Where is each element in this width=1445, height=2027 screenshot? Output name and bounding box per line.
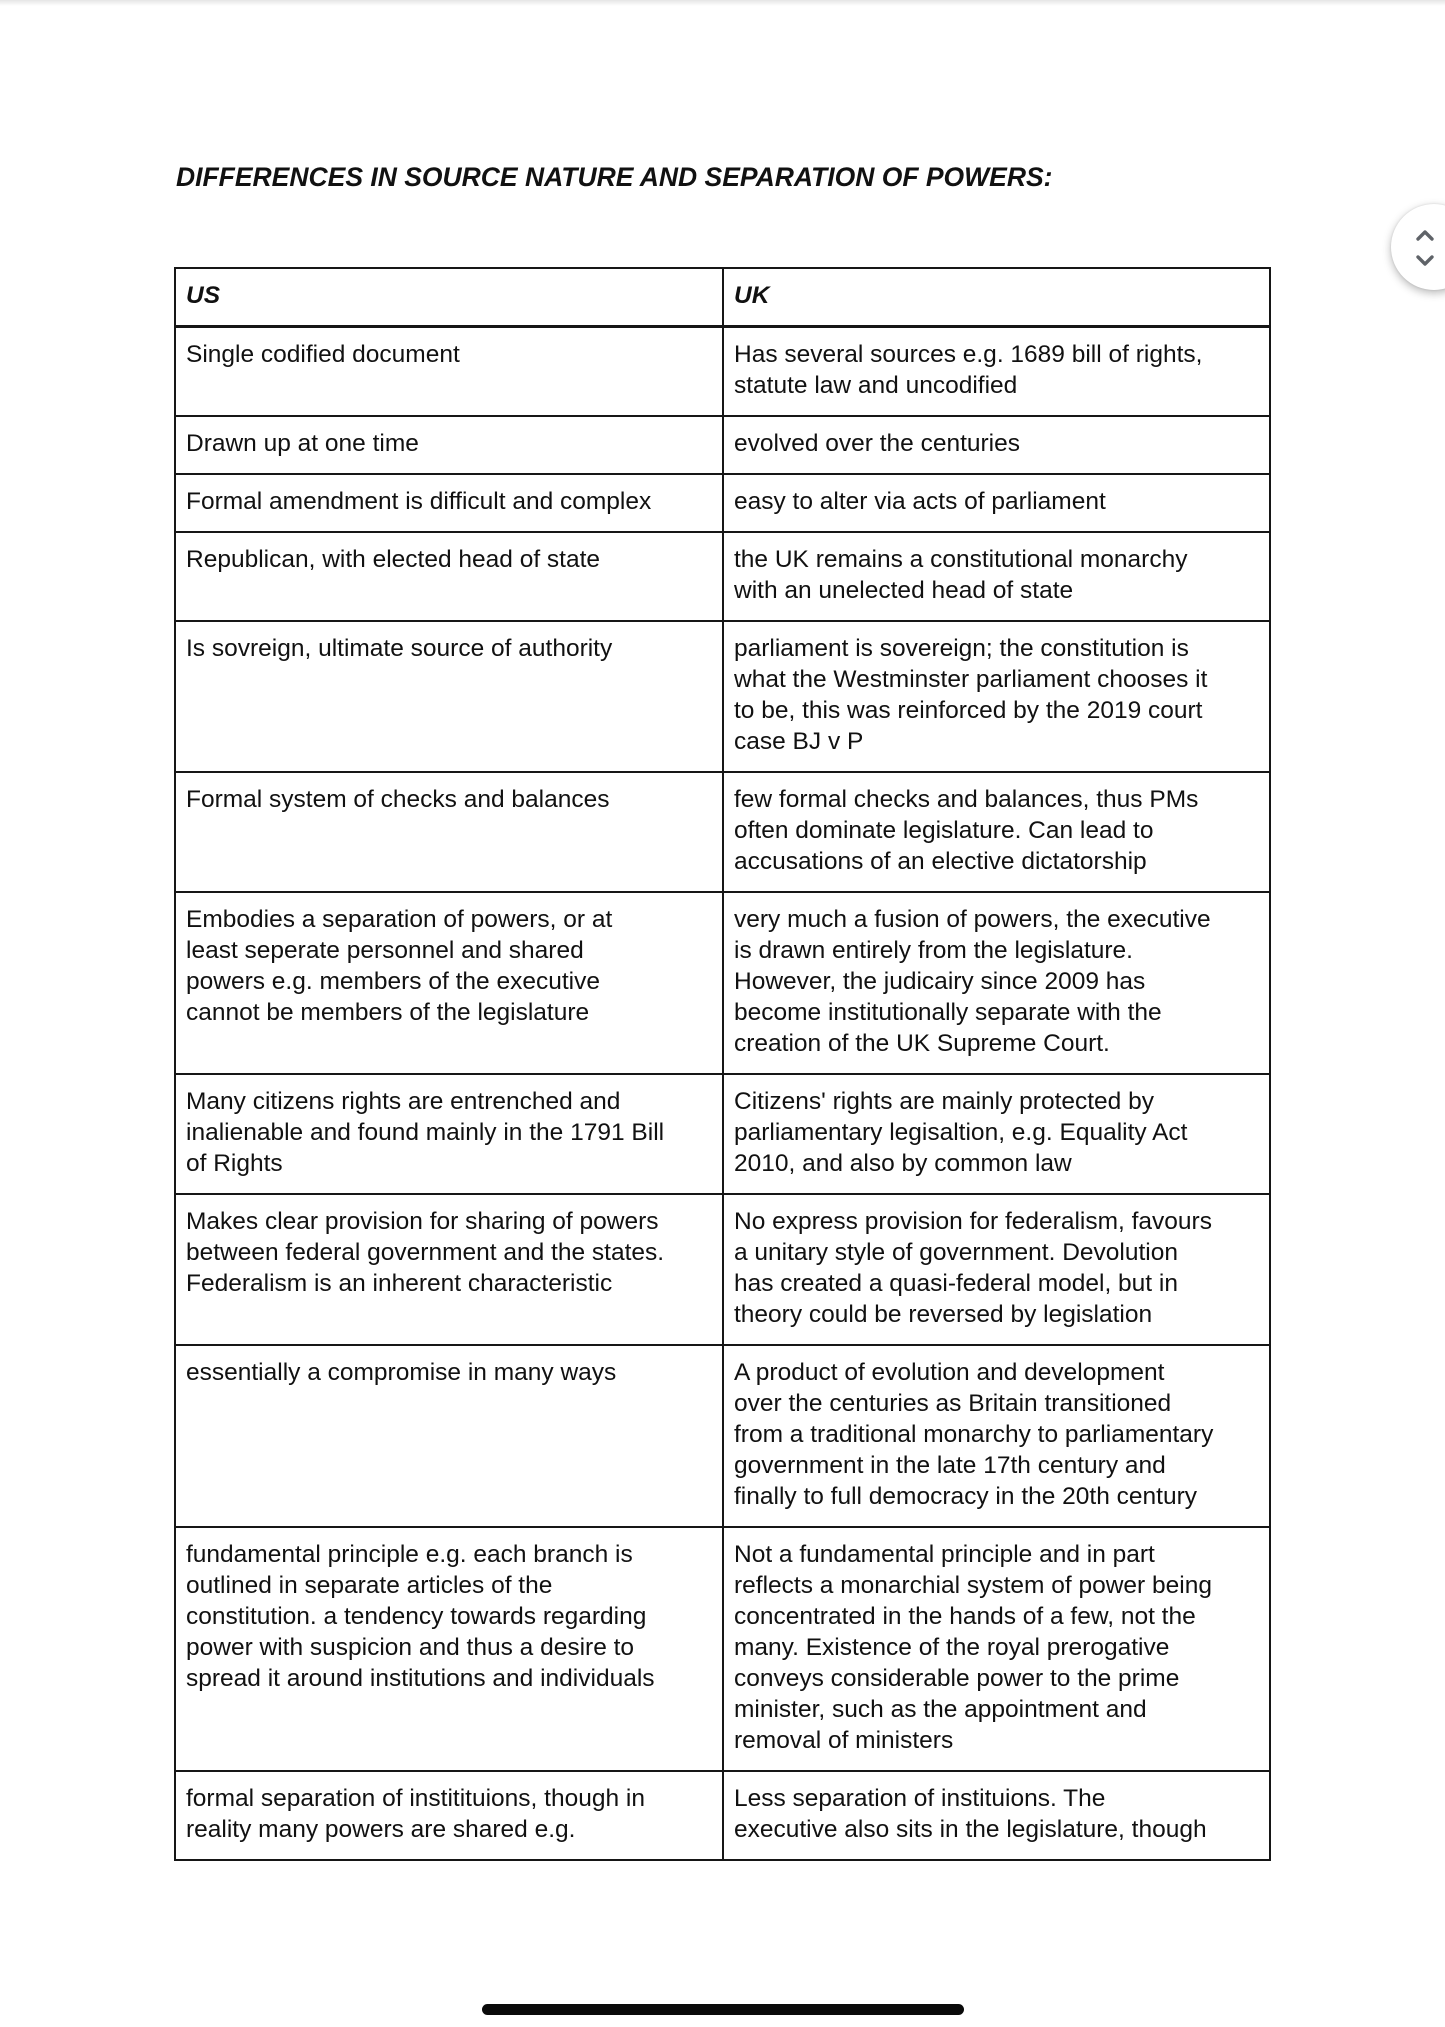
cell-text-line: become institutionally separate with the (734, 999, 1162, 1026)
table-row (175, 474, 1270, 532)
cell-text-line: spread it around institutions and individuals (186, 1665, 655, 1692)
cell-text-line: Federalism is an inherent characteristic (186, 1270, 613, 1297)
cell-text-line: Has several sources e.g. 1689 bill of rights, (734, 341, 1203, 368)
cell-text-line: Single codified document (186, 341, 460, 368)
cell-uk (723, 772, 1270, 892)
cell-us (175, 1527, 723, 1771)
cell-text-line: evolved over the centuries (734, 430, 1020, 457)
cell-text-line: statute law and uncodified (734, 372, 1018, 399)
table-row (175, 327, 1270, 417)
cell-text-line: powers e.g. members of the executive (186, 968, 600, 995)
cell-us (175, 1345, 723, 1527)
cell-text-line: of Rights (186, 1150, 283, 1177)
cell-text-line: case BJ v P (734, 728, 864, 755)
cell-text-line: with an unelected head of state (734, 577, 1074, 604)
chevron-up-icon (1414, 228, 1436, 242)
cell-text-line: formal separation of institituions, though in (186, 1785, 645, 1812)
table-row (175, 1527, 1270, 1771)
cell-text-line: often dominate legislature. Can lead to (734, 817, 1154, 844)
home-indicator-bar[interactable] (482, 2004, 964, 2015)
cell-text-line: fundamental principle e.g. each branch is (186, 1541, 633, 1568)
cell-text-line: the UK remains a constitutional monarchy (734, 546, 1188, 573)
column-header-us: US (175, 268, 723, 327)
cell-text-line: parliament is sovereign; the constitution is (734, 635, 1189, 662)
cell-text-line: what the Westminster parliament chooses it (734, 666, 1208, 693)
cell-text-line: very much a fusion of powers, the executive (734, 906, 1211, 933)
cell-text-line: Republican, with elected head of state (186, 546, 601, 573)
table-row (175, 532, 1270, 621)
cell-text-line: least seperate personnel and shared (186, 937, 584, 964)
table-header-row (175, 268, 1270, 327)
cell-text-line: power with suspicion and thus a desire to (186, 1634, 635, 1661)
cell-text-line: Not a fundamental principle and in part (734, 1541, 1155, 1568)
cell-us (175, 416, 723, 474)
cell-uk (723, 892, 1270, 1074)
cell-text-line: essentially a compromise in many ways (186, 1359, 617, 1386)
top-edge-shadow (0, 0, 1445, 6)
cell-text-line: concentrated in the hands of a few, not the (734, 1603, 1196, 1630)
cell-uk (723, 327, 1270, 417)
cell-text-line: finally to full democracy in the 20th century (734, 1483, 1198, 1510)
cell-us (175, 1771, 723, 1860)
table-row (175, 621, 1270, 772)
cell-uk (723, 1194, 1270, 1345)
cell-text-line: has created a quasi-federal model, but in (734, 1270, 1178, 1297)
cell-text-line: creation of the UK Supreme Court. (734, 1030, 1110, 1057)
cell-text-line: minister, such as the appointment and (734, 1696, 1147, 1723)
scroll-up-button[interactable] (1413, 225, 1437, 245)
cell-text-line: Drawn up at one time (186, 430, 419, 457)
cell-text-line: reflects a monarchial system of power being (734, 1572, 1212, 1599)
scroll-down-button[interactable] (1413, 251, 1437, 271)
table-row (175, 1771, 1270, 1860)
cell-text-line: Makes clear provision for sharing of powers (186, 1208, 659, 1235)
cell-us (175, 474, 723, 532)
table-body (175, 327, 1270, 1861)
cell-text-line: 2010, and also by common law (734, 1150, 1072, 1177)
cell-uk (723, 621, 1270, 772)
cell-uk (723, 416, 1270, 474)
cell-text-line: Less separation of instituions. The (734, 1785, 1106, 1812)
cell-text-line: over the centuries as Britain transitioned (734, 1390, 1172, 1417)
cell-uk (723, 532, 1270, 621)
table-row (175, 892, 1270, 1074)
cell-text-line: cannot be members of the legislature (186, 999, 590, 1026)
cell-text-line: executive also sits in the legislature, though (734, 1816, 1207, 1843)
cell-us (175, 1194, 723, 1345)
cell-text-line: Formal amendment is difficult and complex (186, 488, 652, 515)
cell-text-line: No express provision for federalism, favours (734, 1208, 1212, 1235)
cell-text-line: removal of ministers (734, 1727, 954, 1754)
cell-text-line: outlined in separate articles of the (186, 1572, 553, 1599)
cell-uk (723, 474, 1270, 532)
table-row (175, 772, 1270, 892)
column-header-uk: UK (723, 268, 1270, 327)
cell-text-line: conveys considerable power to the prime (734, 1665, 1180, 1692)
cell-us (175, 327, 723, 417)
cell-us (175, 892, 723, 1074)
table-row (175, 1194, 1270, 1345)
cell-text-line: Embodies a separation of powers, or at (186, 906, 613, 933)
cell-text-line: accusations of an elective dictatorship (734, 848, 1147, 875)
cell-text-line: to be, this was reinforced by the 2019 court (734, 697, 1203, 724)
page-scroll-control[interactable] (1391, 204, 1445, 290)
cell-text-line: inalienable and found mainly in the 1791 Bill (186, 1119, 665, 1146)
cell-text-line: from a traditional monarchy to parliamentary (734, 1421, 1214, 1448)
cell-uk (723, 1771, 1270, 1860)
cell-text-line: easy to alter via acts of parliament (734, 488, 1106, 515)
cell-us (175, 1074, 723, 1194)
chevron-down-icon (1414, 254, 1436, 268)
cell-text-line: is drawn entirely from the legislature. (734, 937, 1133, 964)
cell-text-line: many. Existence of the royal prerogative (734, 1634, 1170, 1661)
cell-text-line: few formal checks and balances, thus PMs (734, 786, 1199, 813)
comparison-table (174, 267, 1271, 1861)
cell-us (175, 772, 723, 892)
table-row (175, 1345, 1270, 1527)
cell-us (175, 621, 723, 772)
cell-uk (723, 1074, 1270, 1194)
table-row (175, 416, 1270, 474)
cell-text-line: reality many powers are shared e.g. (186, 1816, 576, 1843)
cell-us (175, 532, 723, 621)
cell-text-line: a unitary style of government. Devolution (734, 1239, 1178, 1266)
cell-text-line: between federal government and the states. (186, 1239, 665, 1266)
cell-uk (723, 1527, 1270, 1771)
cell-text-line: However, the judicairy since 2009 has (734, 968, 1146, 995)
document-title: DIFFERENCES IN SOURCE NATURE AND SEPARATION OF POWERS: (176, 162, 1053, 192)
cell-text-line: theory could be reversed by legislation (734, 1301, 1153, 1328)
cell-text-line: Is sovreign, ultimate source of authority (186, 635, 613, 662)
cell-text-line: Many citizens rights are entrenched and (186, 1088, 621, 1115)
cell-text-line: Citizens' rights are mainly protected by (734, 1088, 1154, 1115)
cell-uk (723, 1345, 1270, 1527)
cell-text-line: government in the late 17th century and (734, 1452, 1166, 1479)
table-row (175, 1074, 1270, 1194)
cell-text-line: parliamentary legisaltion, e.g. Equality Act (734, 1119, 1188, 1146)
cell-text-line: A product of evolution and development (734, 1359, 1165, 1386)
cell-text-line: constitution. a tendency towards regarding (186, 1603, 647, 1630)
cell-text-line: Formal system of checks and balances (186, 786, 610, 813)
